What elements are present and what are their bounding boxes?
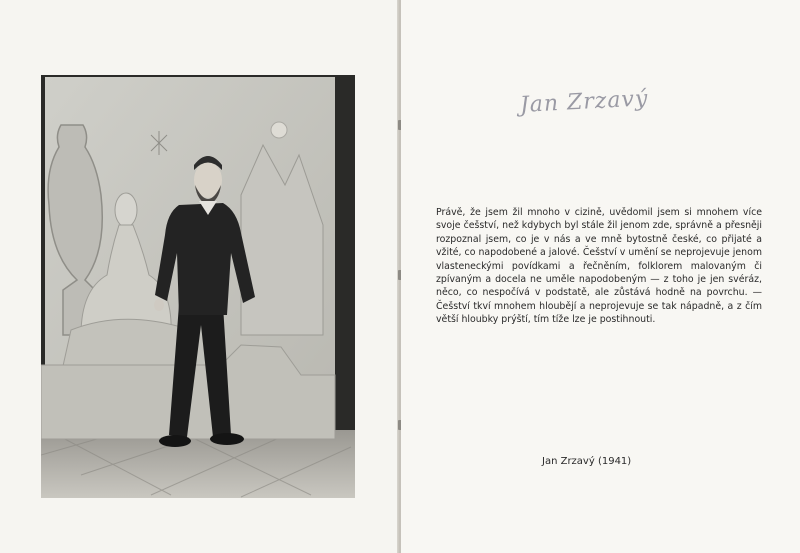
quote-attribution: Jan Zrzavý (1941)	[542, 456, 632, 467]
painter-with-painting-icon	[41, 75, 355, 498]
quote-paragraph: Právě, že jsem žil mnoho v cizině, uvědomil jsem si mnohem více svoje češství, než kdybych byl stále žil jenom zde, správně a přesněji rozpoznal jsem, co je v nás a ve mně bytostně české, co přijaté a vžité, co napodobené a jalové. Češství v umění se neprojevuje jenom vlasteneckými povídkami a řečněním, folklorem malovaným či zpívaným a docela ne uměle napodobeným — z toho je jen svéráz, něco, co nespočívá v podstatě, ale zůstává hodně na povrchu. — Češství tkví mnohem hloubějí a neprojevuje se tak nápadně, a z čím větší hloubky prýští, tím tíže lze je postihnouti.	[436, 207, 762, 326]
photograph	[41, 75, 355, 498]
handwritten-signature: Jan Zrzavý	[519, 86, 649, 118]
